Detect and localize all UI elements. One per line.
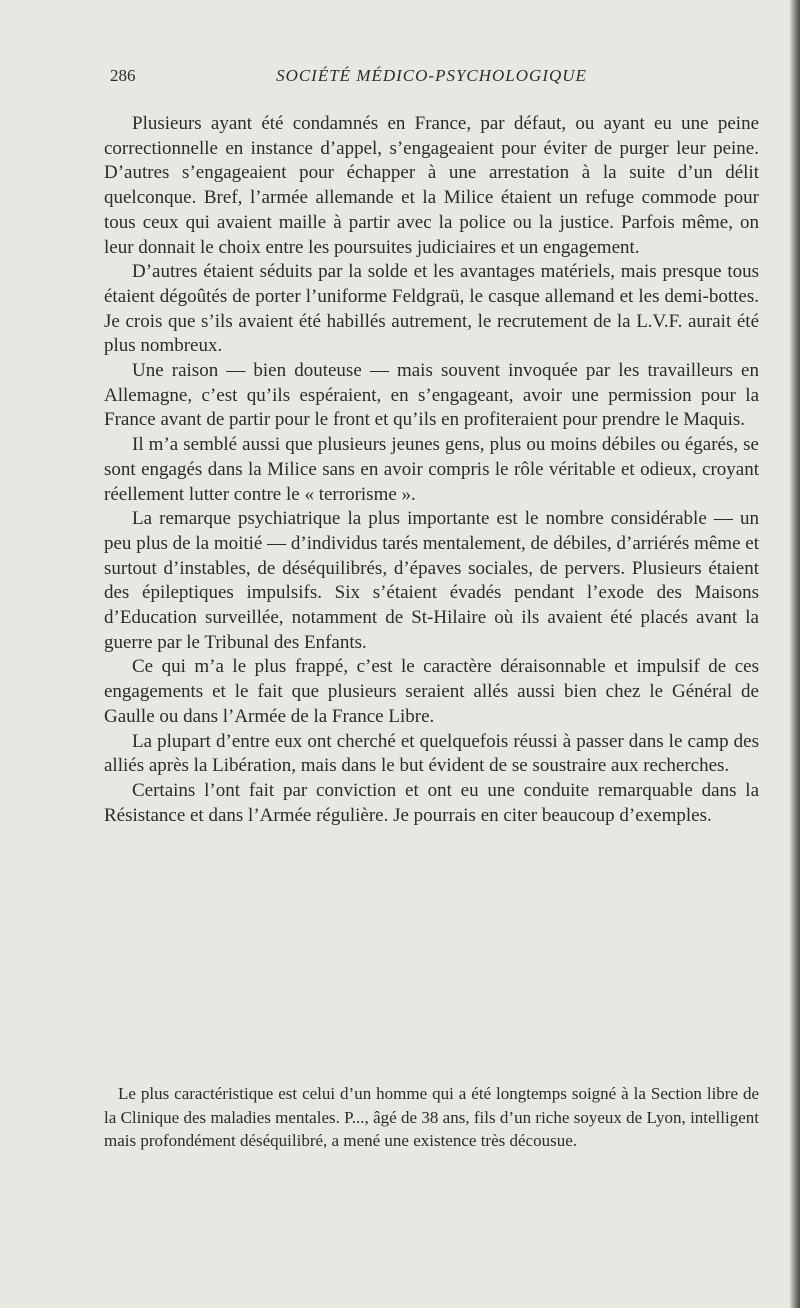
paragraph: D’autres étaient séduits par la solde et les avantages matériels, mais presque tous étaient dégoûtés de porter l’uniforme Feldgraü, le casque allemand et les demi-bottes. Je crois que s’ils avaient été habillés autrement, le recrutement de la L.V.F. aurait été plus nombreux. [104,261,759,357]
paragraph: Certains l’ont fait par conviction et ont eu une conduite remarquable dans la Résistance et dans l’Armée régulière. Je pourrais en citer beaucoup d’exemples. [104,779,759,826]
paragraph: Une raison — bien douteuse — mais souvent invoquée par les travailleurs en Allemagne, c’est qu’ils espéraient, en s’engageant, avoir une permission pour la France avant de partir pour le front et qu’ils en profiteraient pour prendre le Maquis. [104,360,759,431]
page-header [104,66,759,94]
paragraph: La plupart d’entre eux ont cherché et quelquefois réussi à passer dans le camp des alliés après la Libération, mais dans le but évident de se soustraire aux recherches. [104,730,759,777]
paragraph: Il m’a semblé aussi que plusieurs jeunes gens, plus ou moins débiles ou égarés, se sont engagés dans la Milice sans en avoir compris le rôle véritable et odieux, croyant réellement lutter contre le « terrorisme ». [104,434,759,505]
paragraph: La remarque psychiatrique la plus importante est le nombre considérable — un peu plus de la moitié — d’individus tarés mentalement, de débiles, d’arriérés même et surtout d’instables, de déséquilibrés, d’épaves sociales, de pervers. Plusieurs étaient des épileptiques impulsifs. Six s’étaient évadés pendant l’exode des Maisons d’Education surveillée, notamment de St-Hilaire où ils avaient été placés avant la guerre par le Tribunal des Enfants. [104,508,759,653]
page-edge-shadow [790,0,800,1308]
case-note [104,1082,759,1153]
body-text [104,112,759,828]
running-title: SOCIÉTÉ MÉDICO-PSYCHOLOGIQUE [276,66,587,85]
paragraph: Plusieurs ayant été condamnés en France, par défaut, ou ayant eu une peine correctionnelle en instance d’appel, s’engageaient pour éviter de purger leur peine. D’autres s’engageaient pour échapper à une arrestation à la suite d’un délit quelconque. Bref, l’armée allemande et la Milice étaient un refuge commode pour tous ceux qui avaient maille à partir avec la police ou la justice. Parfois même, on leur donnait le choix entre les poursuites judiciaires et un engagement. [104,113,759,258]
case-note-text: Le plus caractéristique est celui d’un homme qui a été longtemps soigné à la Section libre de la Clinique des maladies mentales. P..., âgé de 38 ans, fils d’un riche soyeux de Lyon, intelligent mais profondément déséquilibré, a mené une existence très décousue. [104,1084,759,1150]
page-number: 286 [110,66,136,85]
paragraph: Ce qui m’a le plus frappé, c’est le caractère déraisonnable et impulsif de ces engagements et le fait que plusieurs seraient allés aussi bien chez le Général de Gaulle ou dans l’Armée de la France Libre. [104,656,759,727]
